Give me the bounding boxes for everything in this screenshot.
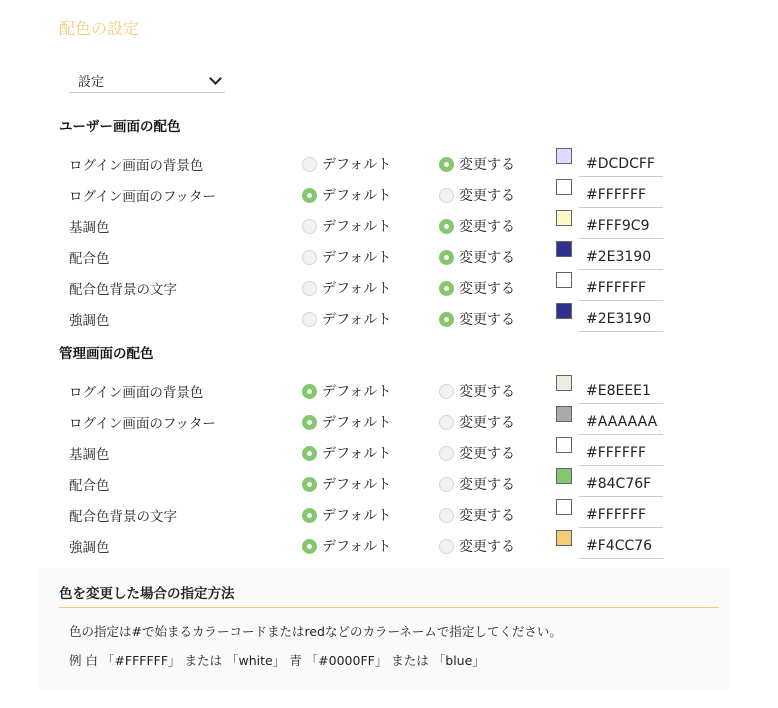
color-code-input[interactable] [579,440,663,466]
color-swatch[interactable] [556,303,572,319]
color-code-input[interactable] [579,378,663,404]
color-setting-label: 配合色背景の文字 [69,282,177,298]
section-heading-admin: 管理画面の配色 [59,346,154,362]
radio-default[interactable] [302,185,391,205]
radio-label: 変更する [459,312,515,328]
color-setting-row [0,148,778,179]
settings-select[interactable] [69,69,225,93]
radio-default[interactable] [302,247,391,267]
radio-label: デフォルト [322,415,392,431]
color-setting-label: ログイン画面の背景色 [69,158,204,174]
radio-button-icon[interactable] [302,539,317,554]
color-swatch[interactable] [556,437,572,453]
color-swatch[interactable] [556,375,572,391]
radio-label: デフォルト [322,157,392,173]
radio-custom[interactable] [439,536,515,556]
color-setting-label: 強調色 [69,540,110,556]
radio-button-icon[interactable] [439,415,454,430]
color-setting-label: 配合色 [69,251,110,267]
radio-button-icon[interactable] [439,250,454,265]
radio-custom[interactable] [439,309,515,329]
radio-button-icon[interactable] [439,157,454,172]
color-swatch[interactable] [556,272,572,288]
radio-label: デフォルト [322,539,392,555]
section-heading-user: ユーザー画面の配色 [59,119,181,135]
color-setting-label: ログイン画面のフッター [69,416,216,432]
radio-label: デフォルト [322,384,392,400]
radio-button-icon[interactable] [439,508,454,523]
help-title: 色を変更した場合の指定方法 [59,586,235,602]
radio-label: 変更する [459,415,515,431]
radio-default[interactable] [302,443,391,463]
color-setting-row [0,375,778,406]
radio-button-icon[interactable] [302,157,317,172]
color-setting-label: 基調色 [69,447,110,463]
radio-custom[interactable] [439,278,515,298]
color-setting-row [0,499,778,530]
radio-custom[interactable] [439,474,515,494]
radio-label: デフォルト [322,188,392,204]
radio-button-icon[interactable] [302,446,317,461]
radio-custom[interactable] [439,154,515,174]
radio-label: 変更する [459,477,515,493]
radio-label: 変更する [459,384,515,400]
radio-custom[interactable] [439,216,515,236]
radio-button-icon[interactable] [302,384,317,399]
color-setting-row [0,530,778,561]
radio-label: デフォルト [322,281,392,297]
radio-label: デフォルト [322,508,392,524]
color-setting-row [0,437,778,468]
radio-button-icon[interactable] [439,312,454,327]
color-code-input[interactable] [579,409,663,435]
color-setting-label: ログイン画面の背景色 [69,385,204,401]
radio-label: 変更する [459,446,515,462]
radio-button-icon[interactable] [439,477,454,492]
color-swatch[interactable] [556,530,572,546]
color-swatch[interactable] [556,406,572,422]
help-text-line1: 色の指定は#で始まるカラーコードまたはredなどのカラーネームで指定してください。 [69,624,562,639]
radio-button-icon[interactable] [302,415,317,430]
radio-default[interactable] [302,154,391,174]
color-code-input[interactable] [579,306,663,332]
radio-label: 変更する [459,508,515,524]
color-setting-label: 配合色背景の文字 [69,509,177,525]
color-swatch[interactable] [556,210,572,226]
radio-button-icon[interactable] [302,281,317,296]
radio-label: デフォルト [322,312,392,328]
radio-label: デフォルト [322,446,392,462]
help-box [39,568,729,689]
radio-button-icon[interactable] [302,188,317,203]
radio-label: 変更する [459,539,515,555]
color-code-input[interactable] [579,471,663,497]
radio-default[interactable] [302,216,391,236]
radio-label: 変更する [459,281,515,297]
radio-custom[interactable] [439,381,515,401]
color-swatch[interactable] [556,241,572,257]
radio-label: デフォルト [322,250,392,266]
radio-label: デフォルト [322,219,392,235]
color-setting-row [0,179,778,210]
color-code-input[interactable] [579,244,663,270]
radio-default[interactable] [302,505,391,525]
radio-label: デフォルト [322,477,392,493]
color-setting-label: 強調色 [69,313,110,329]
radio-button-icon[interactable] [439,539,454,554]
color-swatch[interactable] [556,499,572,515]
color-setting-row [0,303,778,334]
color-setting-label: ログイン画面のフッター [69,189,216,205]
radio-label: 変更する [459,219,515,235]
color-code-input[interactable] [579,213,663,239]
color-setting-row [0,406,778,437]
radio-default[interactable] [302,412,391,432]
color-setting-label: 基調色 [69,220,110,236]
radio-button-icon[interactable] [439,219,454,234]
radio-label: 変更する [459,188,515,204]
radio-button-icon[interactable] [439,384,454,399]
radio-default[interactable] [302,278,391,298]
radio-button-icon[interactable] [439,281,454,296]
color-setting-row [0,241,778,272]
radio-button-icon[interactable] [302,508,317,523]
radio-custom[interactable] [439,443,515,463]
help-text-line2: 例 白 「#FFFFFF」 または 「white」 青 「#0000FF」 または 「blue」 [69,653,485,668]
color-code-input[interactable] [579,182,663,208]
radio-custom[interactable] [439,247,515,267]
radio-default[interactable] [302,536,391,556]
radio-default[interactable] [302,309,391,329]
radio-label: 変更する [459,157,515,173]
radio-custom[interactable] [439,412,515,432]
color-setting-row [0,210,778,241]
radio-label: 変更する [459,250,515,266]
radio-button-icon[interactable] [302,477,317,492]
color-setting-row [0,468,778,499]
color-setting-row [0,272,778,303]
color-swatch[interactable] [556,179,572,195]
radio-custom[interactable] [439,505,515,525]
color-swatch[interactable] [556,468,572,484]
radio-default[interactable] [302,474,391,494]
color-code-input[interactable] [579,151,663,177]
radio-button-icon[interactable] [439,188,454,203]
settings-select-value: 設定 [78,75,105,90]
color-code-input[interactable] [579,502,663,528]
radio-button-icon[interactable] [302,312,317,327]
radio-default[interactable] [302,381,391,401]
help-divider [59,607,719,608]
page-title: 配色の設定 [59,19,140,38]
color-code-input[interactable] [579,533,663,559]
chevron-down-icon [209,72,222,85]
radio-button-icon[interactable] [439,446,454,461]
radio-custom[interactable] [439,185,515,205]
color-setting-label: 配合色 [69,478,110,494]
radio-button-icon[interactable] [302,219,317,234]
color-swatch[interactable] [556,148,572,164]
color-code-input[interactable] [579,275,663,301]
radio-button-icon[interactable] [302,250,317,265]
